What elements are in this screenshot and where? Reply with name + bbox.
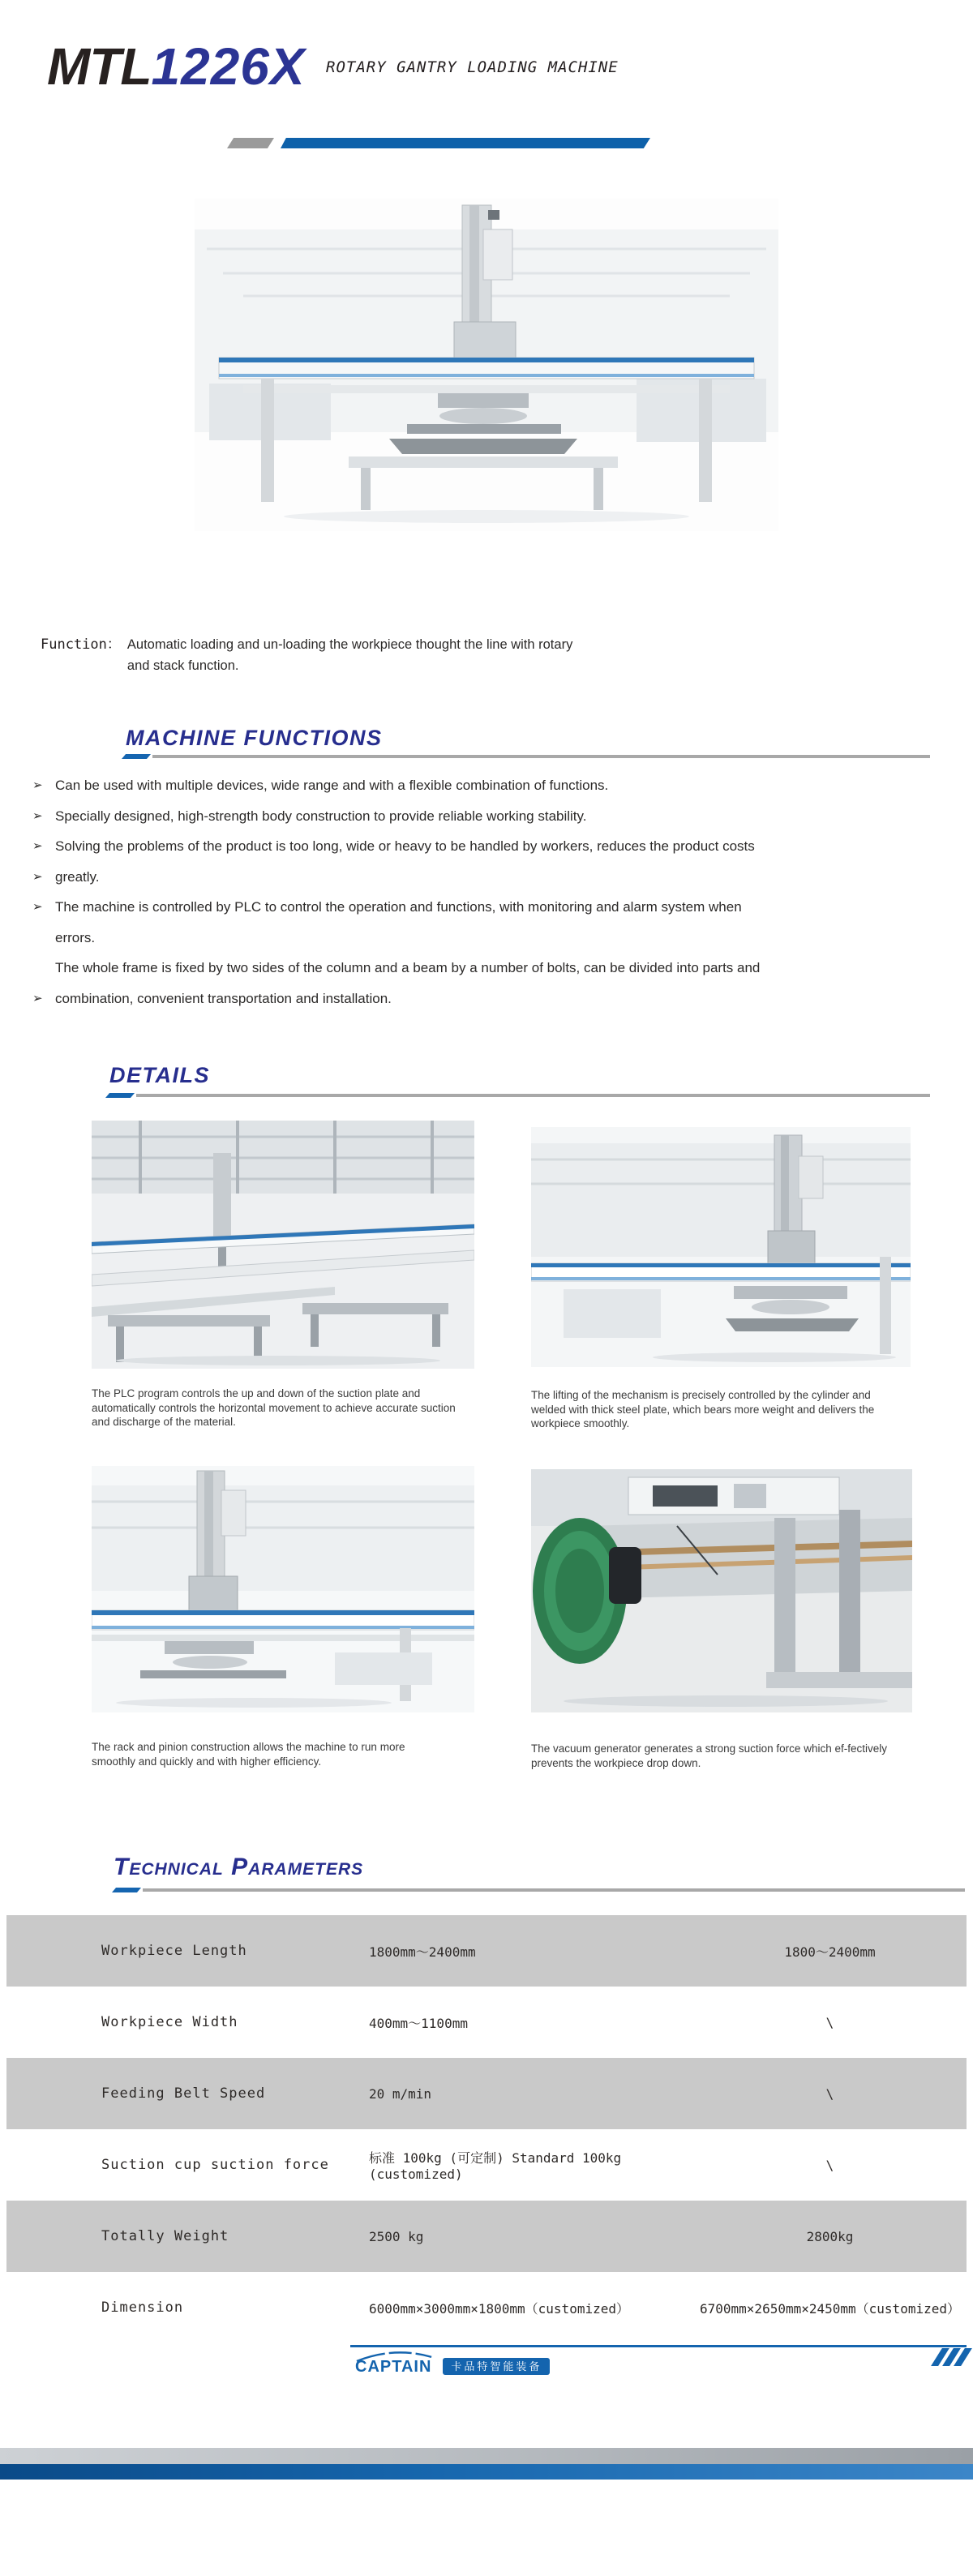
table-row (6, 2129, 967, 2201)
function-paragraph (41, 634, 770, 676)
brand-name: CAPTAIN (355, 2358, 432, 2376)
footer-divider (350, 2345, 967, 2347)
param-value-2: \ (825, 2085, 834, 2102)
gantry-machine-illustration (195, 199, 778, 531)
bullet-arrow-icon: ➢ (32, 839, 43, 853)
list-item (32, 892, 949, 923)
model-prefix: MTL (47, 37, 152, 96)
logo-arc-icon (354, 2351, 438, 2362)
list-item (32, 862, 949, 893)
header-decorative-bar (0, 138, 973, 148)
param-value: 20 m/min (369, 2085, 432, 2102)
list-item-text: Specially designed, high-strength body construction to provide reliable working stability. (55, 808, 587, 824)
captain-logo-text-block (355, 2351, 431, 2376)
lifting-mechanism-illustration (531, 1127, 911, 1367)
list-item (32, 984, 949, 1014)
technical-parameters-rule (112, 1888, 965, 1892)
table-row (6, 2058, 967, 2129)
page-title (47, 37, 306, 96)
param-value: 1800mm～2400mm (369, 1944, 476, 1960)
param-label: Dimension (101, 2300, 184, 2316)
bullet-arrow-icon: ➢ (32, 991, 43, 1005)
table-row (6, 2201, 967, 2272)
vacuum-generator-illustration (531, 1469, 912, 1712)
blue-bar-segment (281, 138, 650, 148)
detail-caption-4: The vacuum generator generates a strong suction force which ef-fectively prevents the workpiece drop down. (531, 1742, 887, 1769)
function-line-2: and stack function. (126, 658, 239, 673)
detail-photo-2 (531, 1127, 911, 1371)
param-value-2: 6700mm×2650mm×2450mm（customized） (700, 2300, 960, 2317)
rack-pinion-illustration (92, 1466, 474, 1712)
table-row (6, 1915, 967, 1987)
list-item-text: The machine is controlled by PLC to control the operation and functions, with monitoring and alarm system when (55, 899, 742, 915)
list-item-text: greatly. (55, 868, 100, 885)
param-value: 400mm～1100mm (369, 2015, 468, 2031)
rule-gray-segment (143, 1888, 965, 1892)
function-label: Function： (41, 636, 121, 653)
parameters-table (6, 1915, 967, 2343)
bullet-arrow-icon: ➢ (32, 808, 43, 823)
function-line-1: Automatic loading and un-loading the workpiece thought the line with rotary (126, 637, 573, 652)
list-item-text: errors. (55, 929, 96, 945)
bullet-arrow-icon (32, 953, 55, 984)
rule-blue-segment (122, 754, 151, 759)
param-label: Suction cup suction force (101, 2157, 329, 2173)
table-row (6, 1987, 967, 2058)
param-label: Totally Weight (101, 2228, 229, 2244)
list-item-text: Solving the problems of the product is too long, wide or heavy to be handled by workers, reduces the product costs (55, 838, 755, 854)
rule-gray-segment (152, 755, 930, 758)
param-value-2: 1800～2400mm (784, 1944, 876, 1960)
bullet-arrow-icon: ➢ (32, 900, 43, 914)
list-item (32, 801, 949, 832)
detail-photo-1 (92, 1121, 474, 1373)
gray-bar-segment (227, 138, 274, 148)
detail-caption-2: The lifting of the mechanism is precisely controlled by the cylinder and welded with thick steel plate, which bears more weight and delivers the workpiece smoothly. (531, 1389, 875, 1429)
rule-blue-segment (112, 1888, 141, 1892)
list-item (32, 923, 949, 954)
list-item (32, 953, 949, 984)
bullet-arrow-icon (32, 923, 55, 954)
param-value: 6000mm×3000mm×1800mm（customized） (369, 2300, 629, 2317)
param-value-2: \ (825, 2014, 834, 2030)
param-label: Workpiece Width (101, 2014, 238, 2030)
list-item (32, 770, 949, 801)
factory-line-illustration (92, 1121, 474, 1369)
param-value: 标准 100kg (可定制) Standard 100kg (customized) (369, 2150, 622, 2182)
table-row (6, 2272, 967, 2343)
param-label: Feeding Belt Speed (101, 2085, 266, 2102)
detail-caption-3: The rack and pinion construction allows the machine to run more smoothly and quickly and with higher efficiency. (92, 1741, 405, 1768)
detail-caption-1: The PLC program controls the up and down of the suction plate and automatically controls the horizontal movement to achieve accurate suction and discharge of the material. (92, 1387, 456, 1428)
brand-name-chinese: 卡品特智能装备 (443, 2358, 550, 2375)
bottom-gray-bar (0, 2448, 973, 2464)
details-rule (105, 1093, 930, 1098)
bullet-arrow-icon: ➢ (32, 778, 43, 792)
rule-gray-segment (136, 1094, 930, 1097)
param-value-2: 2800kg (806, 2228, 854, 2244)
param-value-2: \ (825, 2157, 834, 2173)
detail-photo-3 (92, 1466, 474, 1717)
function-text (127, 634, 572, 676)
list-item-text: combination, convenient transportation and installation. (55, 990, 392, 1006)
model-number: 1226X (151, 37, 306, 96)
rule-blue-segment (105, 1093, 135, 1098)
product-photo (195, 199, 778, 531)
list-item-text: The whole frame is fixed by two sides of the column and a beam by a number of bolts, can be divided into parts and (55, 960, 761, 975)
list-item-text: Can be used with multiple devices, wide range and with a flexible combination of functions. (55, 778, 609, 793)
param-label: Workpiece Length (101, 1943, 247, 1959)
page-subtitle: ROTARY GANTRY LOADING MACHINE (326, 58, 619, 76)
machine-functions-rule (122, 754, 930, 759)
captain-logo (355, 2351, 550, 2376)
bottom-blue-bar (0, 2464, 973, 2480)
machine-functions-heading: MACHINE FUNCTIONS (126, 726, 383, 750)
machine-functions-list (32, 770, 949, 1014)
bullet-arrow-icon: ➢ (32, 869, 43, 884)
detail-photo-4 (531, 1469, 912, 1717)
list-item (32, 831, 949, 862)
technical-parameters-heading: Technical Parameters (114, 1854, 364, 1880)
footer-stripes-icon (932, 2348, 967, 2366)
param-value: 2500 kg (369, 2228, 424, 2244)
details-heading: DETAILS (109, 1063, 210, 1087)
